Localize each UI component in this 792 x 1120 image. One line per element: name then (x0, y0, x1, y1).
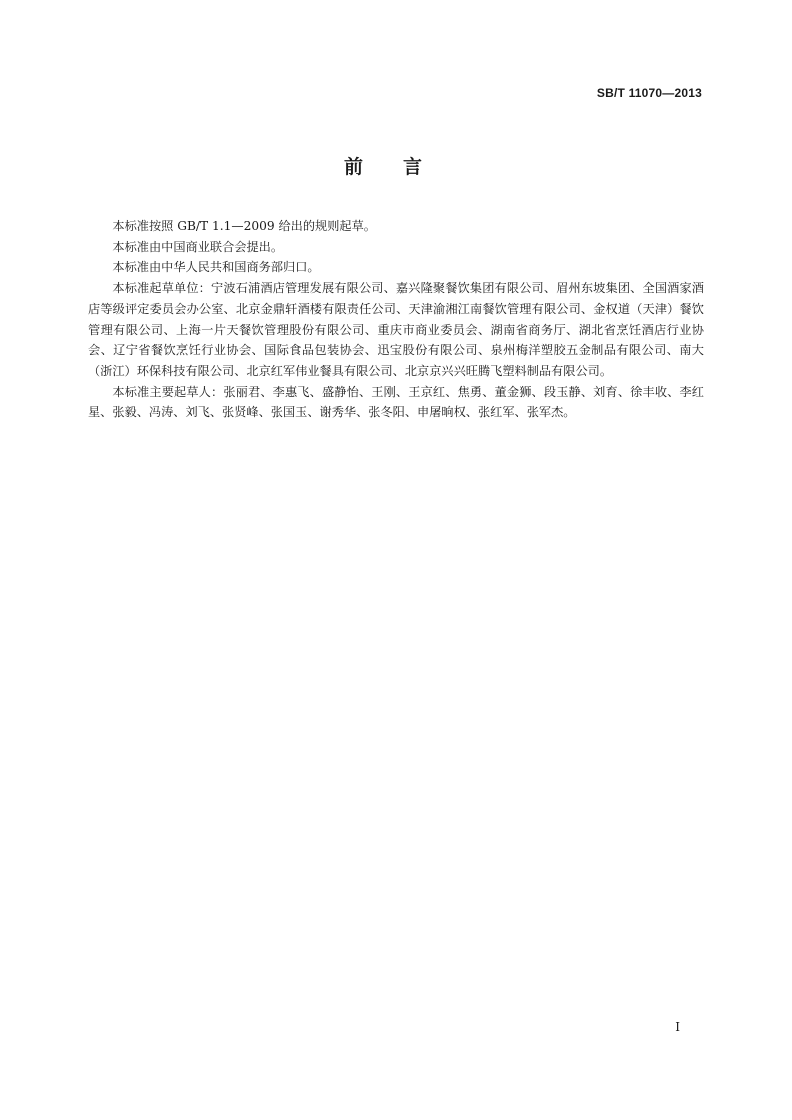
standard-code: SB/T 11070—2013 (596, 86, 702, 100)
paragraph-main-drafters: 本标准主要起草人：张丽君、李惠飞、盛静怡、王刚、王京红、焦勇、董金狮、段玉静、刘育、徐丰收、李红星、张毅、冯涛、刘飞、张贤峰、张国玉、谢秀华、张冬阳、申屠晌权、张红军、张军杰。 (88, 384, 704, 420)
paragraph-drafting-rules: 本标准按照 GB/T 1.1—2009 给出的规则起草。 (112, 219, 376, 233)
paragraph-proposed-by: 本标准由中国商业联合会提出。 (112, 239, 284, 254)
paragraph-drafting-units: 本标准起草单位：宁波石浦酒店管理发展有限公司、嘉兴隆聚餐饮集团有限公司、眉州东坡集团、全国酒家酒店等级评定委员会办公室、北京金鼎轩酒楼有限责任公司、天津渝湘江南餐饮管理有限公司、金权道（天津）餐饮管理有限公司、上海一片天餐饮管理股份有限公司、重庆市商业委员会、湖南省商务厅、湖北省烹饪酒店行业协会、辽宁省餐饮烹饪行业协会、国际食品包装协会、迅宝股份有限公司、泉州梅洋塑胶五金制品有限公司、南大（浙江）环保科技有限公司、北京红军伟业餐具有限公司、北京京兴兴旺腾飞塑料制品有限公司。 (88, 281, 704, 378)
foreword-body (88, 216, 704, 423)
page-number: I (675, 1020, 680, 1034)
page-title: 前言 (343, 156, 462, 178)
paragraph-under-jurisdiction: 本标准由中华人民共和国商务部归口。 (112, 260, 320, 275)
